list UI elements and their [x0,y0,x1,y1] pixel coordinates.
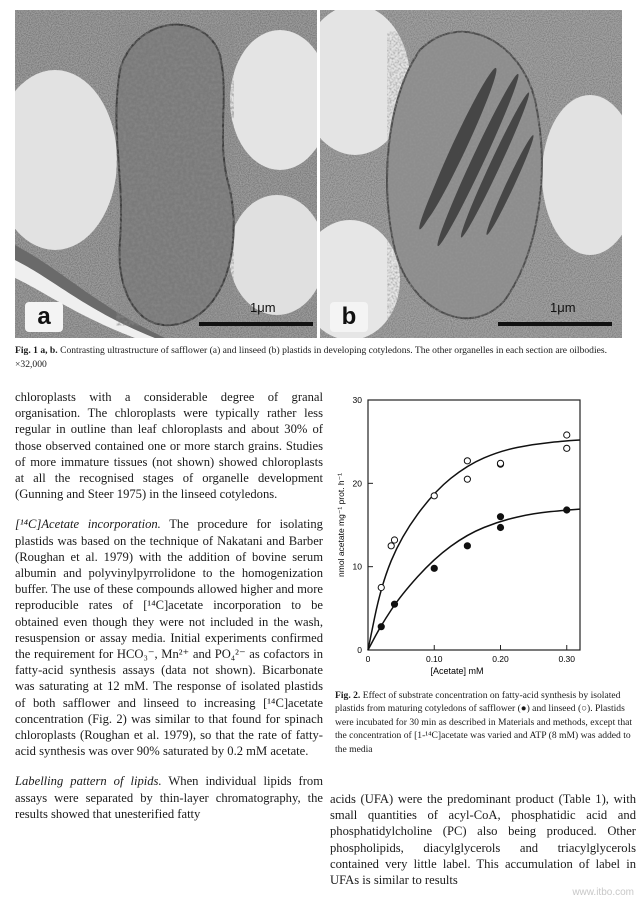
y-tick-label: 20 [352,478,362,489]
paragraph-acetate-text: The procedure for isolating plastids was based on the technique of Nakatani and Barber (Roughan et al. 1979) with the addition of bovine serum albumin and polyvinylpyrrolidone to the homogenization buffer. The use of these compounds allowed higher and more reproducible rates of [¹⁴C]acetate incorporation to be obtained even though they were not included in the wash, resuspension or assay media. Initial experiments confirmed the requirement for HCO₃⁻, Mn²⁺ and PO₄²⁻ as cofactors in fatty-acid synthesis assays (data not shown). Bicarbonate was saturating at 12 mM. The response of isolated plastids of both safflower and linseed to increasing [¹⁴C]acetate concentration (Fig. 2) was similar to that found for spinach chloroplasts (Roughan et al. 1979), so that the rate of fatty-acid synthesis was over 90% saturated by 0.2 mM acetate. [15,517,323,759]
micrograph-panel-b [320,10,622,338]
data-point-safflower [378,624,384,630]
watermark-text: www.itbo.com [572,887,634,898]
figure-2-caption-label: Fig. 2. [335,690,361,701]
paragraph-labelling-text: When individual lipids from assays were separated by thin-layer chromatography, the results showed that unesterified fatty [15,774,324,821]
fit-curve-series-2 [368,509,580,650]
panel-a-scale-label: 1μm [250,300,276,315]
data-point-safflower [564,507,570,513]
data-point-linseed [564,432,570,438]
y-tick-label: 0 [357,645,362,655]
panel-a-label: a [25,302,63,332]
heading-labelling-pattern: Labelling pattern of lipids. [15,774,162,789]
figure-2-caption-text: Effect of substrate concentration on fatty-acid synthesis by isolated plastids from maturing cotyledons of safflower (●) and linseed (○). Plastids were incubated for 30 min as described in Materials and methods, except that the concentration of [1-¹⁴C]acetate was varied and ATP (8 mM) was added to the media [335,690,633,755]
data-point-safflower [497,514,503,520]
x-tick-label: 0 [365,654,371,664]
left-column [15,389,323,822]
x-tick-label: 0.10 [425,654,443,664]
data-point-linseed [378,584,384,590]
data-point-linseed [464,476,470,482]
x-tick-label: 0.20 [492,654,509,664]
data-point-linseed [431,493,437,499]
data-point-linseed [388,543,394,549]
figure-1-caption-text: Contrasting ultrastructure of safflower (a) and linseed (b) plastids in developing cotyledons. The other organelles in each section are oilbodies. ×32,000 [15,345,608,370]
paragraph-granal: chloroplasts with a considerable degree of granal organisation. The chloroplasts were typically rather less regular in outline than leaf chloroplasts and about 30% of those observed contained one or more starch grains. Studies of more immature tissues (not shown) showed chloroplasts at all the recognised stages of organelle development (Gunning and Steer 1975) in the linseed cotyledons. [15,390,323,502]
figure-2-chart [330,390,630,680]
x-axis-label: [Acetate] mM [430,666,484,676]
panel-b-label: b [330,302,368,332]
data-point-linseed [391,537,397,543]
data-point-linseed [497,460,503,466]
plot-frame [368,400,580,650]
data-point-safflower [464,543,470,549]
micrograph-a-image [15,10,317,338]
figure-1-caption-label: Fig. 1 a, b. [15,345,58,356]
right-column [330,791,636,888]
data-point-safflower [497,524,503,530]
data-point-linseed [464,458,470,464]
fit-curve-series-1 [368,440,580,650]
panel-b-scale-label: 1μm [550,300,576,315]
data-point-safflower [431,565,437,571]
data-point-safflower [391,601,397,607]
figure-2-caption [335,689,635,756]
y-tick-label: 30 [352,395,362,405]
figure-1-caption [15,344,627,372]
y-axis-label: nmol acetate mg⁻¹ prot. h⁻¹ [336,473,346,577]
y-tick-label: 10 [352,561,362,572]
paragraph-labelling [15,773,323,822]
paragraph-acetate [15,516,323,759]
panel-b-scale-bar [498,322,612,326]
data-point-linseed [564,445,570,451]
micrograph-panel-a [15,10,317,338]
micrograph-b-image [320,10,622,338]
figure-2-plot [330,390,630,680]
heading-acetate-incorporation: [¹⁴C]Acetate incorporation. [15,517,161,532]
x-tick-label: 0.30 [558,654,576,664]
paragraph-ufa: acids (UFA) were the predominant product (Table 1), with small quantities of acyl-CoA, phosphatidic acid and phosphatidylcholine (PC) also being produced. Other phospholipids, diacylglycerols and triacylglycerols contained very little label. This accumulation of label in UFAs is similar to results [330,792,636,888]
panel-a-scale-bar [199,322,313,326]
